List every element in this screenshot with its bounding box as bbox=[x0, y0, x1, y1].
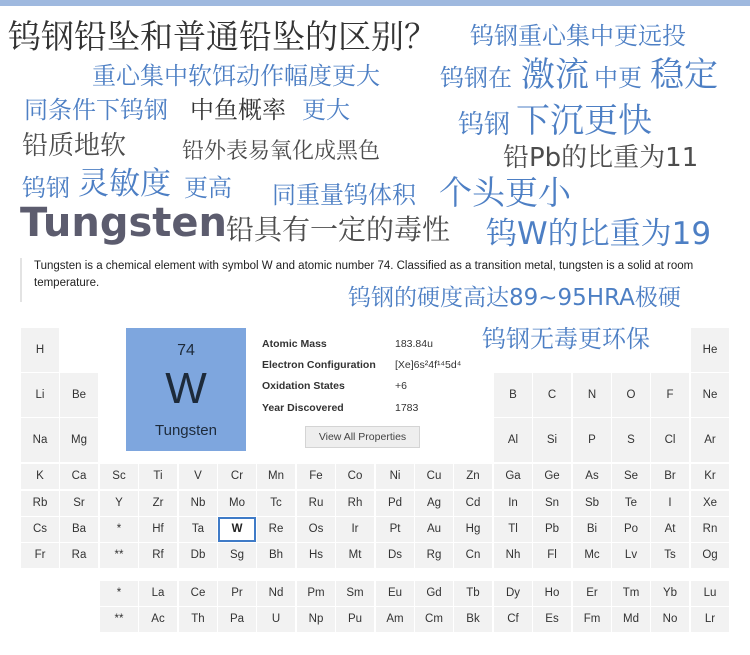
element-cell[interactable]: Nh bbox=[494, 543, 532, 568]
element-cell[interactable]: Ir bbox=[336, 517, 374, 542]
phrase-hook-rate-c: 更大 bbox=[302, 96, 350, 124]
element-tile bbox=[126, 328, 246, 451]
phrase-lead-gravity: 铅Pb的比重为11 bbox=[503, 143, 699, 173]
element-cell[interactable]: Ce bbox=[179, 581, 217, 606]
element-cell[interactable]: In bbox=[494, 491, 532, 516]
element-cell[interactable]: Fe bbox=[297, 464, 335, 489]
property-label: Atomic Mass bbox=[262, 338, 327, 350]
element-cell[interactable]: Rg bbox=[415, 543, 453, 568]
element-cell[interactable]: Ra bbox=[60, 543, 98, 568]
element-cell[interactable]: Sr bbox=[60, 491, 98, 516]
element-cell[interactable]: Sn bbox=[533, 491, 571, 516]
element-cell[interactable]: Os bbox=[297, 517, 335, 542]
element-cell[interactable]: N bbox=[573, 373, 611, 417]
element-cell[interactable]: Ag bbox=[415, 491, 453, 516]
element-cell[interactable]: Al bbox=[494, 418, 532, 462]
element-cell[interactable]: Pb bbox=[533, 517, 571, 542]
phrase-volume-prefix: 同重量钨体积 bbox=[272, 181, 416, 209]
element-cell[interactable]: Er bbox=[573, 581, 611, 606]
element-cell[interactable]: S bbox=[612, 418, 650, 462]
property-label: Oxidation States bbox=[262, 380, 345, 392]
element-cell[interactable]: Au bbox=[415, 517, 453, 542]
phrase-hook-rate-a: 同条件下钨钢 bbox=[24, 96, 168, 124]
element-cell[interactable]: Md bbox=[612, 607, 650, 632]
property-label: Electron Configuration bbox=[262, 359, 376, 371]
element-cell[interactable]: Mg bbox=[60, 418, 98, 462]
element-cell[interactable]: Cf bbox=[494, 607, 532, 632]
phrase-lead-oxidize: 铅外表易氧化成黑色 bbox=[182, 139, 381, 164]
element-cell[interactable]: Si bbox=[533, 418, 571, 462]
element-cell[interactable]: Ne bbox=[691, 373, 729, 417]
element-cell[interactable]: Ga bbox=[494, 464, 532, 489]
element-cell[interactable]: Lr bbox=[691, 607, 729, 632]
element-cell[interactable]: Be bbox=[60, 373, 98, 417]
property-row bbox=[262, 377, 482, 395]
element-cell[interactable]: Dy bbox=[494, 581, 532, 606]
element-cell[interactable]: Ts bbox=[651, 543, 689, 568]
element-cell[interactable]: Rn bbox=[691, 517, 729, 542]
element-cell[interactable]: Ni bbox=[376, 464, 414, 489]
element-cell[interactable]: Fl bbox=[533, 543, 571, 568]
element-cell[interactable]: I bbox=[651, 491, 689, 516]
property-label: Year Discovered bbox=[262, 402, 344, 414]
element-name: Tungsten bbox=[155, 422, 217, 439]
element-cell[interactable]: * bbox=[100, 581, 138, 606]
element-cell-selected[interactable]: W bbox=[218, 517, 256, 542]
element-cell[interactable]: Pm bbox=[297, 581, 335, 606]
element-cell[interactable]: As bbox=[573, 464, 611, 489]
property-value: [Xe]6s²4f¹⁴5d⁴ bbox=[395, 359, 462, 371]
element-cell[interactable]: Se bbox=[612, 464, 650, 489]
element-cell[interactable]: V bbox=[179, 464, 217, 489]
element-cell[interactable]: Pd bbox=[376, 491, 414, 516]
element-cell[interactable]: Po bbox=[612, 517, 650, 542]
element-cell[interactable]: Cr bbox=[218, 464, 256, 489]
element-cell[interactable]: ** bbox=[100, 607, 138, 632]
element-cell[interactable]: Mn bbox=[257, 464, 295, 489]
element-cell[interactable]: Hs bbox=[297, 543, 335, 568]
element-cell[interactable]: Th bbox=[179, 607, 217, 632]
phrase-sensitive-prefix: 钨钢 bbox=[22, 174, 70, 202]
phrase-stable-turbulent: 激流 bbox=[521, 55, 589, 95]
element-cell[interactable]: Cn bbox=[454, 543, 492, 568]
element-cell[interactable]: Nb bbox=[179, 491, 217, 516]
phrase-lead-toxic: 铅具有一定的毒性 bbox=[226, 213, 451, 246]
element-cell[interactable]: F bbox=[651, 373, 689, 417]
phrase-stable-word: 稳定 bbox=[650, 55, 718, 95]
view-all-properties-button[interactable]: View All Properties bbox=[305, 426, 420, 448]
element-cell[interactable]: Ac bbox=[139, 607, 177, 632]
element-cell[interactable]: Ba bbox=[60, 517, 98, 542]
phrase-hardness: 钨钢的硬度高达89~95HRA极硬 bbox=[348, 285, 681, 311]
element-cell[interactable]: Te bbox=[612, 491, 650, 516]
element-cell[interactable]: Ti bbox=[139, 464, 177, 489]
element-cell[interactable]: Sb bbox=[573, 491, 611, 516]
property-row bbox=[262, 399, 482, 417]
element-cell[interactable]: Cs bbox=[21, 517, 59, 542]
tungsten-intro-text: Tungsten is a chemical element with symbol W and atomic number 74. Classified as a transition metal, tungsten is a solid at room temperature. bbox=[20, 258, 746, 302]
element-number: 74 bbox=[177, 342, 195, 359]
element-cell[interactable]: Bi bbox=[573, 517, 611, 542]
element-cell[interactable]: Ds bbox=[376, 543, 414, 568]
element-cell[interactable]: Ar bbox=[691, 418, 729, 462]
element-cell[interactable]: Fm bbox=[573, 607, 611, 632]
element-cell[interactable]: B bbox=[494, 373, 532, 417]
title-question: 钨钢铅坠和普通铅坠的区别？ bbox=[8, 17, 437, 56]
element-cell[interactable]: Mt bbox=[336, 543, 374, 568]
word-cloud bbox=[0, 0, 750, 260]
element-cell[interactable]: Nd bbox=[257, 581, 295, 606]
element-cell[interactable]: Na bbox=[21, 418, 59, 462]
phrase-lead-soft: 铅质地软 bbox=[22, 131, 127, 161]
element-cell[interactable]: Tc bbox=[257, 491, 295, 516]
element-cell[interactable]: Pu bbox=[336, 607, 374, 632]
element-cell[interactable]: Mc bbox=[573, 543, 611, 568]
element-cell[interactable]: Tm bbox=[612, 581, 650, 606]
element-cell[interactable]: La bbox=[139, 581, 177, 606]
property-row bbox=[262, 356, 482, 374]
element-cell[interactable]: Gd bbox=[415, 581, 453, 606]
element-cell[interactable]: Ge bbox=[533, 464, 571, 489]
element-cell[interactable]: Li bbox=[21, 373, 59, 417]
element-cell[interactable]: Hg bbox=[454, 517, 492, 542]
element-cell[interactable]: Hf bbox=[139, 517, 177, 542]
element-cell[interactable]: Cm bbox=[415, 607, 453, 632]
element-symbol: W bbox=[165, 364, 207, 413]
element-cell[interactable]: Rf bbox=[139, 543, 177, 568]
element-cell[interactable]: * bbox=[100, 517, 138, 542]
element-cell[interactable]: No bbox=[651, 607, 689, 632]
phrase-eco: 钨钢无毒更环保 bbox=[482, 325, 650, 353]
element-cell[interactable]: Ta bbox=[179, 517, 217, 542]
element-cell[interactable]: Tb bbox=[454, 581, 492, 606]
phrase-center-soft-bait: 重心集中软饵动作幅度更大 bbox=[92, 62, 380, 90]
property-value: 1783 bbox=[395, 402, 419, 414]
element-cell[interactable]: Cd bbox=[454, 491, 492, 516]
element-cell[interactable]: He bbox=[691, 328, 729, 372]
element-cell[interactable]: Pr bbox=[218, 581, 256, 606]
element-cell[interactable]: Am bbox=[376, 607, 414, 632]
element-cell[interactable]: Rb bbox=[21, 491, 59, 516]
element-cell[interactable]: P bbox=[573, 418, 611, 462]
phrase-stable-middle: 中更 bbox=[594, 64, 642, 92]
phrase-sink-fast: 下沉更快 bbox=[516, 101, 652, 141]
element-cell[interactable]: Bk bbox=[454, 607, 492, 632]
element-cell[interactable]: Sc bbox=[100, 464, 138, 489]
element-cell[interactable]: Br bbox=[651, 464, 689, 489]
element-cell[interactable]: K bbox=[21, 464, 59, 489]
element-cell[interactable]: O bbox=[612, 373, 650, 417]
element-cell[interactable]: Xe bbox=[691, 491, 729, 516]
property-value: 183.84u bbox=[395, 338, 433, 350]
element-cell[interactable]: Ca bbox=[60, 464, 98, 489]
phrase-center-casting: 钨钢重心集中更远投 bbox=[470, 22, 686, 50]
element-cell[interactable]: Tl bbox=[494, 517, 532, 542]
element-cell[interactable]: Cl bbox=[651, 418, 689, 462]
phrase-tungsten-word: Tungsten bbox=[20, 200, 228, 246]
element-cell[interactable]: Og bbox=[691, 543, 729, 568]
element-cell[interactable]: Es bbox=[533, 607, 571, 632]
property-value: +6 bbox=[395, 380, 407, 392]
element-cell[interactable]: Lv bbox=[612, 543, 650, 568]
phrase-sensitive-word: 灵敏度 bbox=[78, 166, 171, 202]
element-cell[interactable]: Zn bbox=[454, 464, 492, 489]
phrase-sensitive-suffix: 更高 bbox=[184, 174, 232, 202]
phrase-hook-rate-b: 中鱼概率 bbox=[190, 96, 286, 124]
element-cell[interactable]: Kr bbox=[691, 464, 729, 489]
element-cell[interactable]: Ru bbox=[297, 491, 335, 516]
element-cell[interactable]: Bh bbox=[257, 543, 295, 568]
element-cell[interactable]: Cu bbox=[415, 464, 453, 489]
element-cell[interactable]: U bbox=[257, 607, 295, 632]
element-cell[interactable]: Eu bbox=[376, 581, 414, 606]
element-cell[interactable]: Y bbox=[100, 491, 138, 516]
element-cell[interactable]: Yb bbox=[651, 581, 689, 606]
element-cell[interactable]: Zr bbox=[139, 491, 177, 516]
element-cell[interactable]: Rh bbox=[336, 491, 374, 516]
element-cell[interactable]: H bbox=[21, 328, 59, 372]
phrase-tungsten-gravity: 钨W的比重为19 bbox=[486, 216, 712, 252]
element-cell[interactable]: Sg bbox=[218, 543, 256, 568]
element-cell[interactable]: Np bbox=[297, 607, 335, 632]
element-cell[interactable]: Fr bbox=[21, 543, 59, 568]
element-cell[interactable]: At bbox=[651, 517, 689, 542]
element-cell[interactable]: Ho bbox=[533, 581, 571, 606]
property-row bbox=[262, 335, 482, 353]
element-cell[interactable]: Mo bbox=[218, 491, 256, 516]
element-cell[interactable]: Pa bbox=[218, 607, 256, 632]
element-cell[interactable]: Co bbox=[336, 464, 374, 489]
element-cell[interactable]: C bbox=[533, 373, 571, 417]
phrase-stable-prefix: 钨钢在 bbox=[440, 64, 512, 92]
phrase-volume-small: 个头更小 bbox=[439, 173, 571, 212]
element-cell[interactable]: ** bbox=[100, 543, 138, 568]
element-cell[interactable]: Re bbox=[257, 517, 295, 542]
element-cell[interactable]: Lu bbox=[691, 581, 729, 606]
element-cell[interactable]: Db bbox=[179, 543, 217, 568]
element-cell[interactable]: Sm bbox=[336, 581, 374, 606]
element-cell[interactable]: Pt bbox=[376, 517, 414, 542]
phrase-sink-prefix: 钨钢 bbox=[458, 110, 511, 140]
